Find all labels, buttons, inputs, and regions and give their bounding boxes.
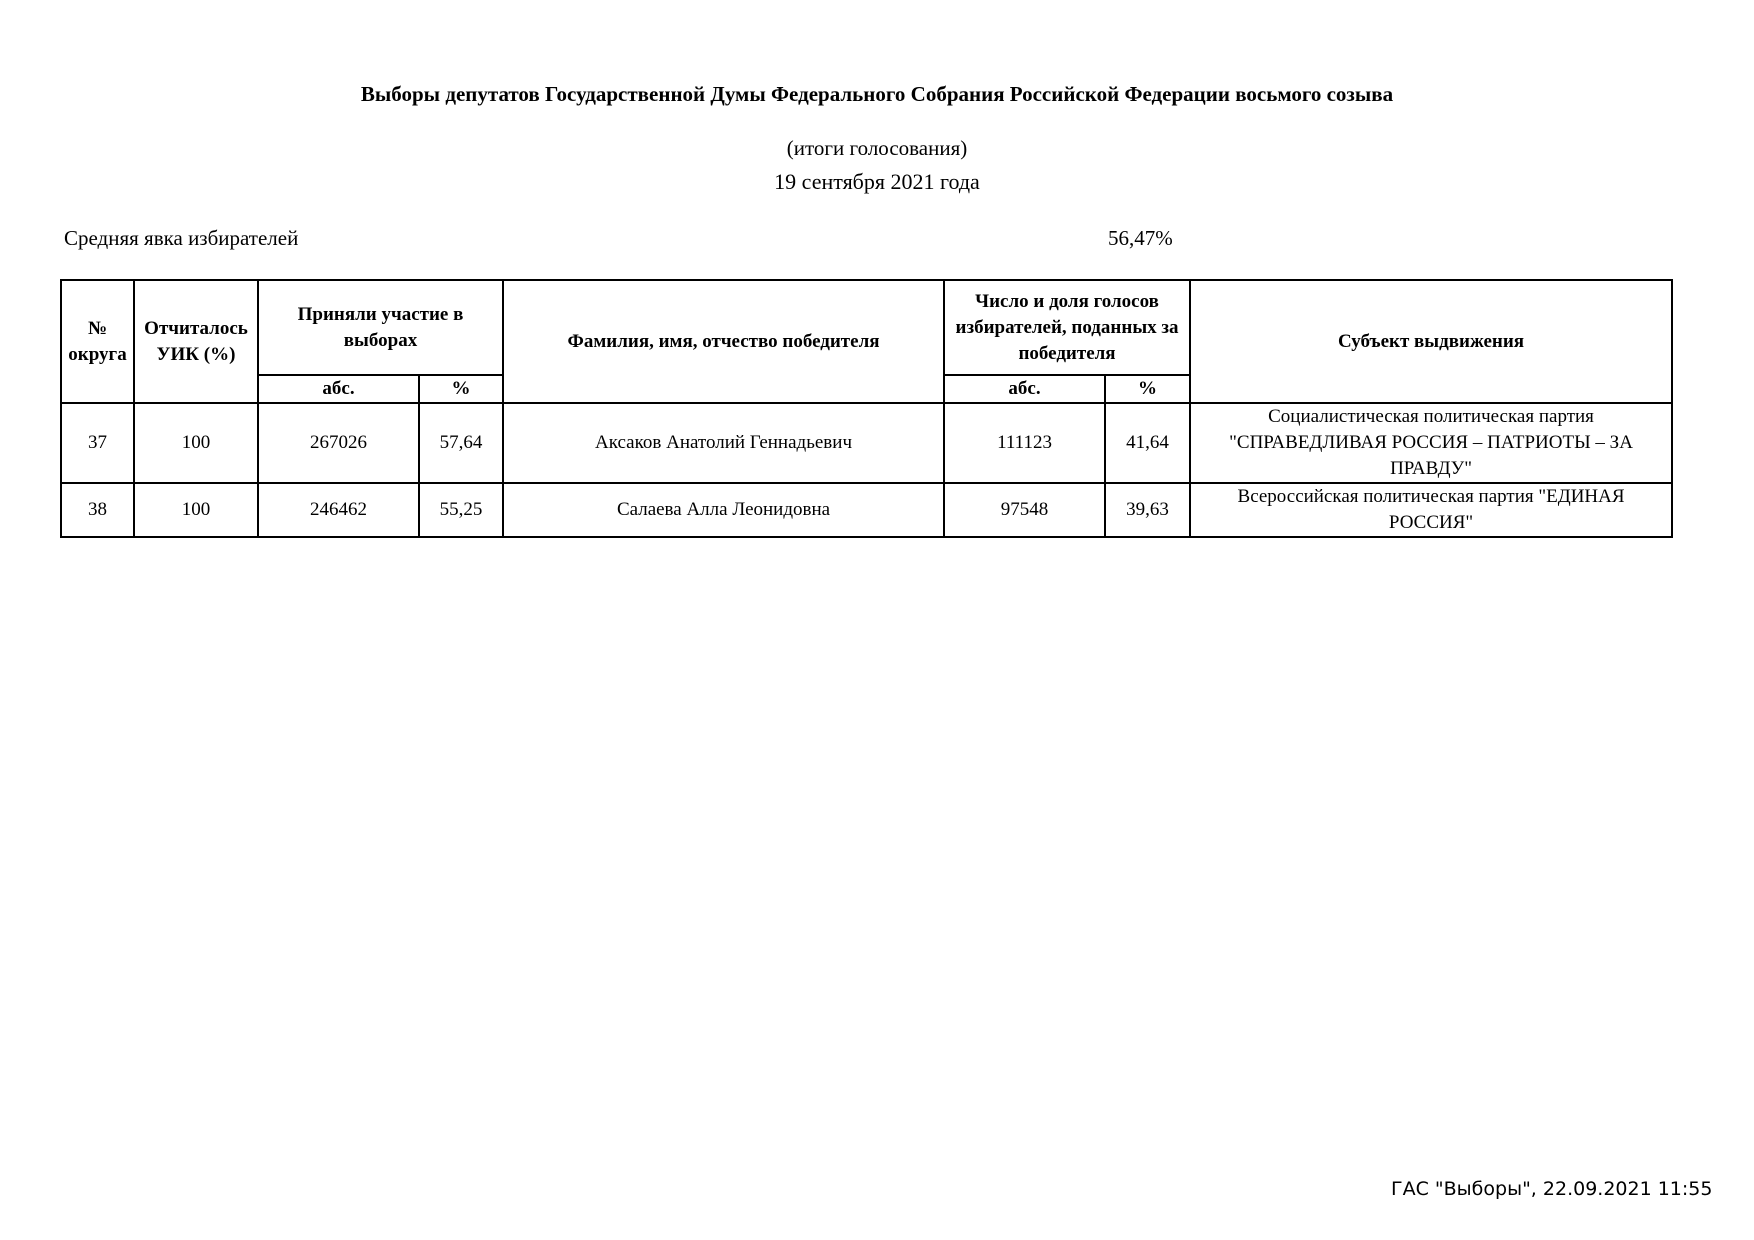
header-reported: Отчиталось УИК (%): [134, 280, 258, 403]
document-title: Выборы депутатов Государственной Думы Федерального Собрания Российской Федерации восьмого созыва: [360, 82, 1394, 106]
cell-nominator: Социалистическая политическая партия "СПРАВЕДЛИВАЯ РОССИЯ – ПАТРИОТЫ – ЗА ПРАВДУ": [1190, 403, 1672, 483]
results-table: [60, 279, 1673, 538]
footer-stamp: ГАС "Выборы", 22.09.2021 11:55: [1391, 1178, 1713, 1200]
cell-reported: 100: [134, 403, 258, 483]
cell-votes-pct: 41,64: [1105, 403, 1190, 483]
header-winner-name: Фамилия, имя, отчество победителя: [503, 280, 944, 403]
cell-district-no: 37: [61, 403, 134, 483]
header-nominator: Субъект выдвижения: [1190, 280, 1672, 403]
table-row: [61, 483, 1672, 537]
cell-participated-abs: 267026: [258, 403, 419, 483]
cell-participated-pct: 55,25: [419, 483, 503, 537]
cell-reported: 100: [134, 483, 258, 537]
cell-winner-name: Аксаков Анатолий Геннадьевич: [503, 403, 944, 483]
header-participated-pct: %: [419, 375, 503, 403]
turnout-value: 56,47%: [1108, 226, 1173, 250]
cell-votes-abs: 97548: [944, 483, 1105, 537]
cell-nominator: Всероссийская политическая партия "ЕДИНАЯ РОССИЯ": [1190, 483, 1672, 537]
cell-district-no: 38: [61, 483, 134, 537]
header-participated: Приняли участие в выборах: [258, 280, 503, 375]
table-header-row: [61, 280, 1672, 375]
cell-winner-name: Салаева Алла Леонидовна: [503, 483, 944, 537]
header-district-no: № округа: [61, 280, 134, 403]
header-votes-pct: %: [1105, 375, 1190, 403]
election-date: 19 сентября 2021 года: [774, 169, 980, 194]
turnout-label: Средняя явка избирателей: [64, 226, 299, 250]
header-winner-votes: Число и доля голосов избирателей, поданных за победителя: [944, 280, 1190, 375]
table-row: [61, 403, 1672, 483]
cell-votes-abs: 111123: [944, 403, 1105, 483]
header-votes-abs: абс.: [944, 375, 1105, 403]
document-subtitle: (итоги голосования): [786, 136, 968, 160]
cell-votes-pct: 39,63: [1105, 483, 1190, 537]
cell-participated-abs: 246462: [258, 483, 419, 537]
cell-participated-pct: 57,64: [419, 403, 503, 483]
header-participated-abs: абс.: [258, 375, 419, 403]
